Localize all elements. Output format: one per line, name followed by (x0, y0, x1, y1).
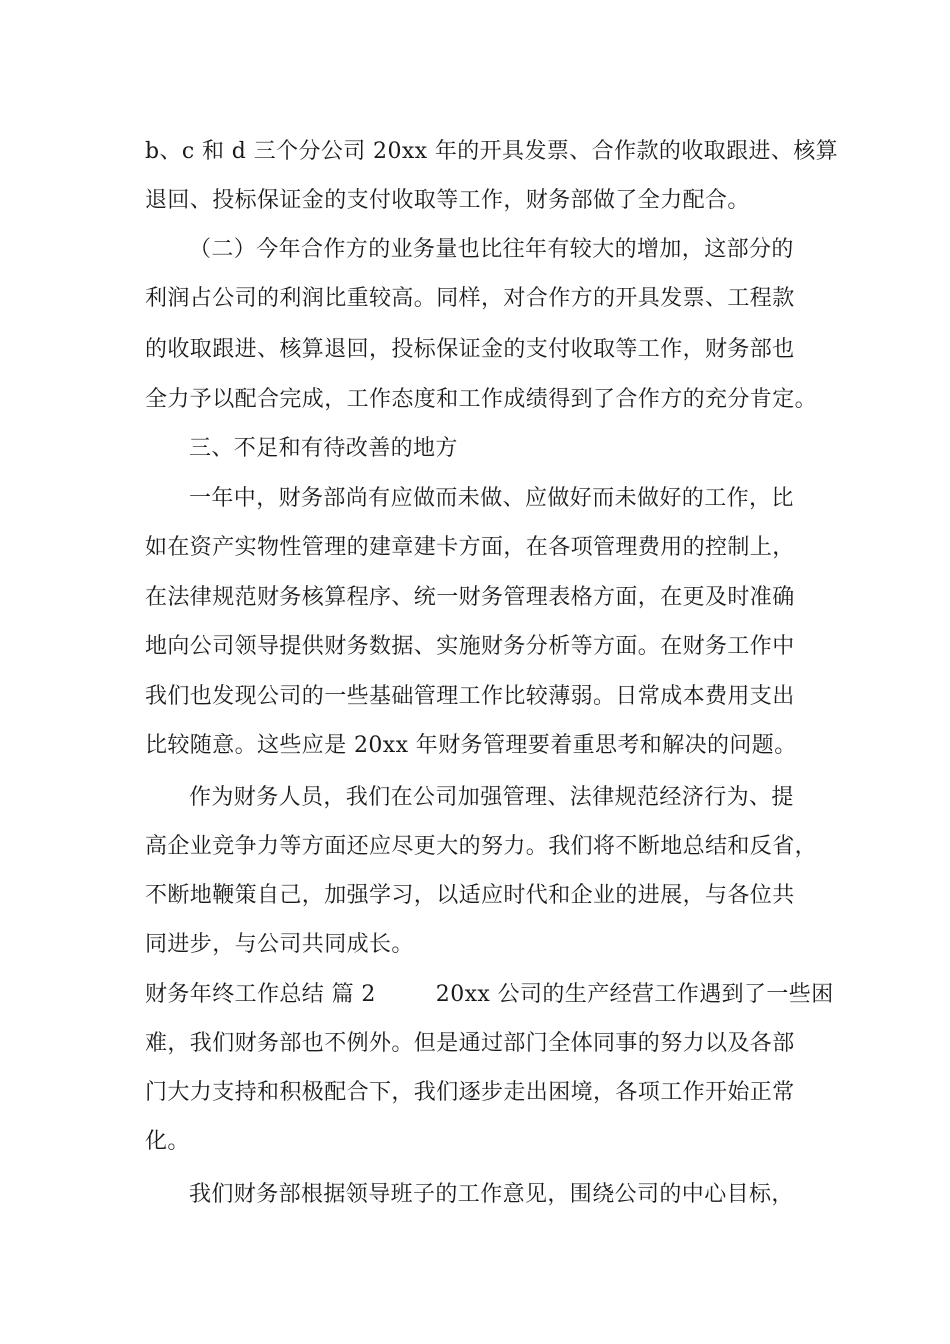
section-heading: 三、不足和有待改善的地方 (189, 436, 458, 461)
text-line: 我们财务部根据领导班子的工作意见，围绕公司的中心目标， (189, 1182, 794, 1207)
text-line: 不断地鞭策自己，加强学习，以适应时代和企业的进展，与各位共 (145, 883, 795, 908)
text-line: 在法律规范财务核算程序、统一财务管理表格方面，在更及时准确 (145, 585, 795, 610)
text-line: 高企业竞争力等方面还应尽更大的努力。我们将不断地总结和反省， (145, 834, 818, 859)
text-line: b、c 和 d 三个分公司 20xx 年的开具发票、合作款的收取跟进、核算 (145, 139, 839, 164)
text-line: （二）今年合作方的业务量也比往年有较大的增加，这部分的 (189, 237, 794, 262)
text-line: 一年中，财务部尚有应做而未做、应做好而未做好的工作，比 (189, 486, 794, 511)
text-line: 门大力支持和积极配合下，我们逐步走出困境，各项工作开始正常 (145, 1080, 795, 1105)
text-line: 全力予以配合完成，工作态度和工作成绩得到了合作方的充分肯定。 (145, 387, 818, 412)
text-line: 难，我们财务部也不例外。但是通过部门全体同事的努力以及各部 (145, 1031, 795, 1056)
text-line: 同进步，与公司共同成长。 (145, 932, 414, 957)
text-line (145, 975, 834, 1015)
article-first-line: 20xx 公司的生产经营工作遇到了一些困 (435, 982, 834, 1007)
text-line: 比较随意。这些应是 20xx 年财务管理要着重思考和解决的问题。 (145, 733, 797, 758)
text-line: 利润占公司的利润比重较高。同样，对合作方的开具发票、工程款 (145, 286, 795, 311)
text-line: 我们也发现公司的一些基础管理工作比较薄弱。日常成本费用支出 (145, 684, 795, 709)
text-line: 如在资产实物性管理的建章建卡方面，在各项管理费用的控制上， (145, 535, 795, 560)
text-line: 作为财务人员，我们在公司加强管理、法律规范经济行为、提 (189, 785, 794, 810)
text-line: 的收取跟进、核算退回，投标保证金的支付收取等工作，财务部也 (145, 337, 795, 362)
text-line: 退回、投标保证金的支付收取等工作，财务部做了全力配合。 (145, 188, 750, 213)
text-line: 地向公司领导提供财务数据、实施财务分析等方面。在财务工作中 (145, 634, 795, 659)
article-title: 财务年终工作总结 篇 2 (145, 982, 376, 1007)
text-line: 化。 (145, 1129, 190, 1154)
